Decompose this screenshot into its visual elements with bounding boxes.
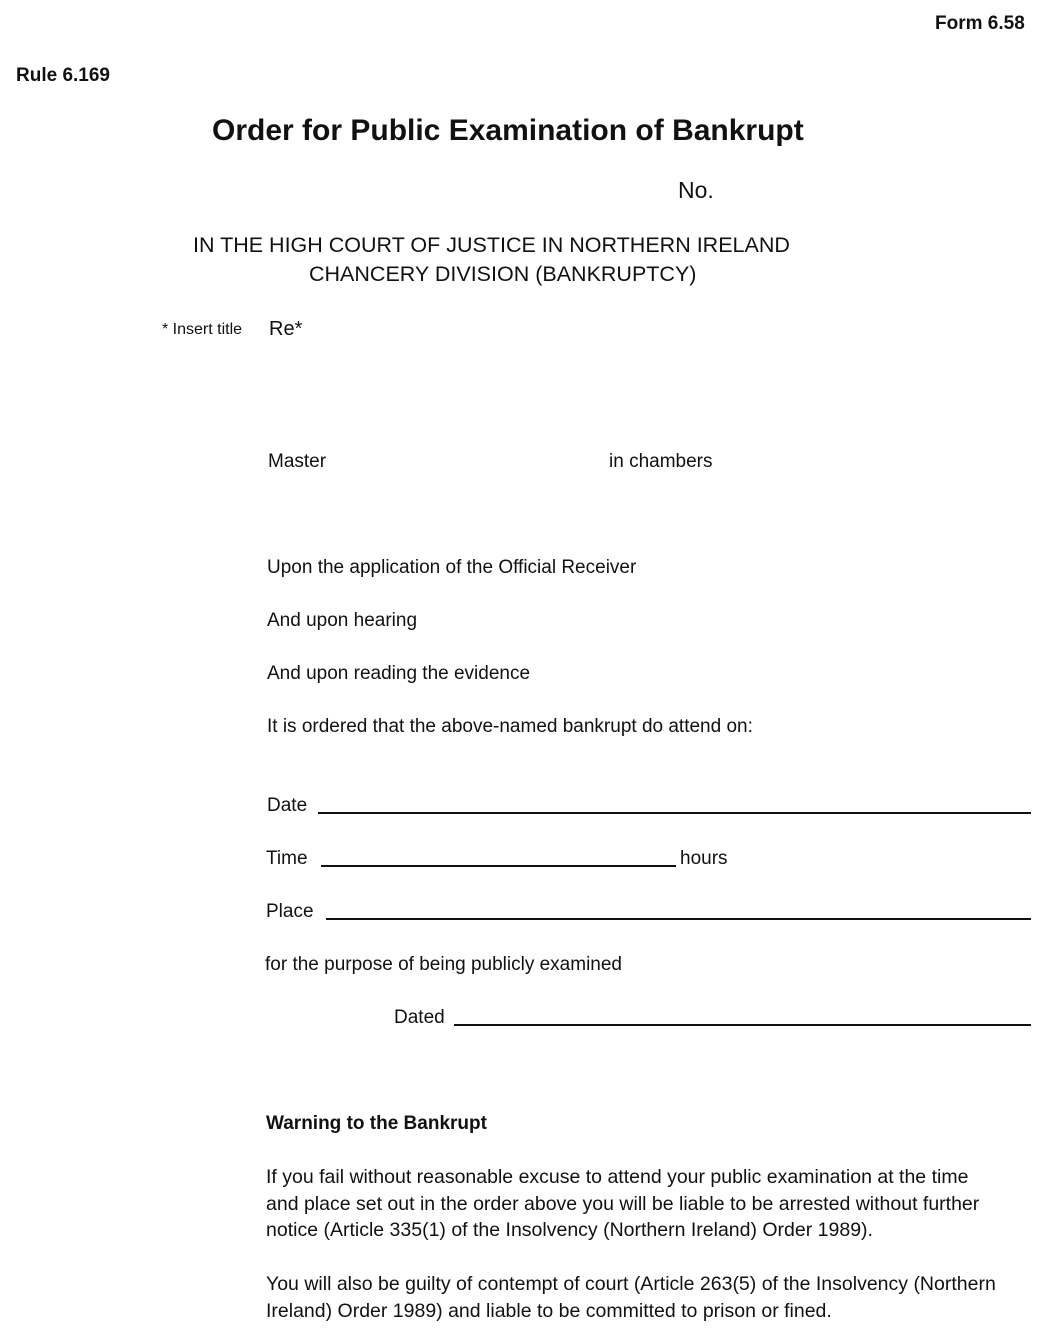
court-division: CHANCERY DIVISION (BANKRUPTCY) [309,262,697,286]
time-label: Time [266,848,308,869]
warning-p2-line-1: You will also be guilty of contempt of court (Article 263(5) of the Insolvency (Northern [266,1273,996,1295]
place-label: Place [266,901,314,922]
recital-evidence: And upon reading the evidence [267,663,531,684]
court-name: IN THE HIGH COURT OF JUSTICE IN NORTHERN IRELAND [193,233,790,257]
recital-hearing: And upon hearing [267,610,418,631]
date-label: Date [267,795,308,816]
place-line [326,918,1031,920]
warning-p1-line-1: If you fail without reasonable excuse to attend your public examination at the time [266,1166,969,1188]
dated-line [454,1024,1031,1026]
recital-application: Upon the application of the Official Receiver [267,557,637,578]
time-line [321,865,676,867]
warning-p2-line-2: Ireland) Order 1989) and liable to be committed to prison or fined. [266,1299,832,1322]
warning-heading: Warning to the Bankrupt [266,1113,487,1134]
insert-title-note: * Insert title [162,321,243,338]
form-title: Order for Public Examination of Bankrupt [212,114,804,147]
master-label: Master [268,451,327,472]
case-number-label: No. [678,177,714,203]
hours-label: hours [680,848,728,869]
in-chambers-label: in chambers [609,451,713,472]
warning-paragraph-1 [266,1164,1056,1244]
order-statement: It is ordered that the above-named bankrupt do attend on: [267,716,753,737]
warning-p1-line-2: and place set out in the order above you will be liable to be arrested without further [266,1192,980,1215]
rule-number: Rule 6.169 [16,65,110,86]
form-number: Form 6.58 [935,13,1025,34]
purpose-statement: for the purpose of being publicly examined [265,954,623,975]
re-label: Re* [269,318,303,340]
warning-p1-line-3: notice (Article 335(1) of the Insolvency (Northern Ireland) Order 1989). [266,1219,873,1241]
dated-label: Dated [394,1007,445,1028]
date-line [318,812,1031,814]
warning-paragraph-2 [266,1271,1056,1324]
